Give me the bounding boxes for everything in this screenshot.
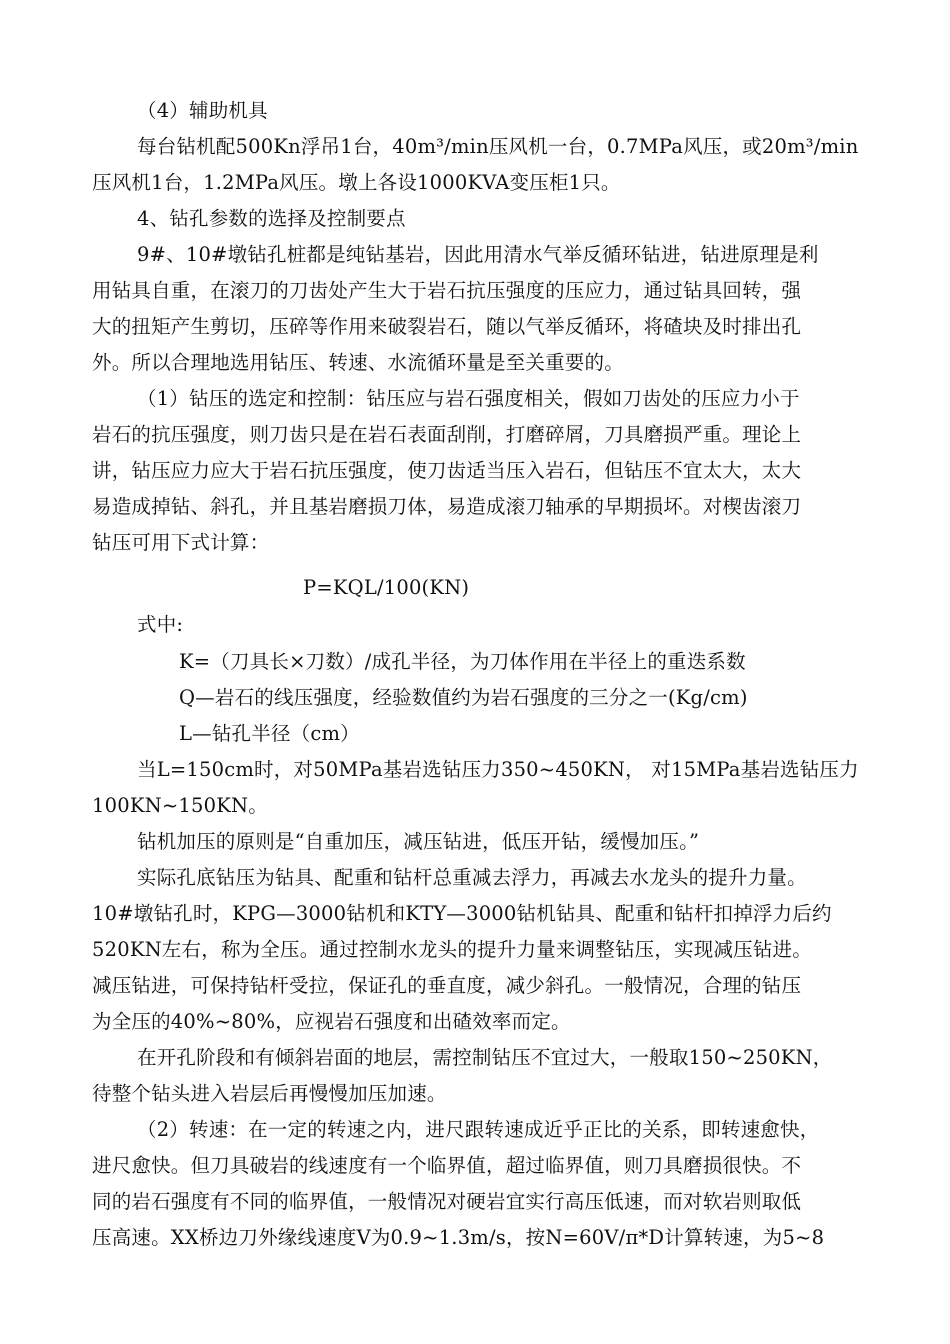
formula-definition-k: K=（刀具长×刀数）/成孔半径，为刀体作用在半径上的重迭系数 [179,650,746,673]
paragraph-line: 压高速。XX桥边刀外缘线速度V为0.9~1.3m/s，按N=60V/π*D计算转速，为5~8 [92,1226,825,1249]
paragraph-line: 外。所以合理地选用钻压、转速、水流循环量是至关重要的。 [92,351,624,374]
paragraph-line: （1）钻压的选定和控制：钻压应与岩石强度相关，假如刀齿处的压应力小于 [137,387,800,410]
paragraph-line: 在开孔阶段和有倾斜岩面的地层，需控制钻压不宜过大，一般取150~250KN， [137,1046,833,1069]
paragraph-line: 讲，钻压应力应大于岩石抗压强度，使刀齿适当压入岩石，但钻压不宜太大，太大 [92,459,802,482]
paragraph-line: 易造成掉钻、斜孔，并且基岩磨损刀体，易造成滚刀轴承的早期损坏。对楔齿滚刀 [92,495,802,518]
formula-where-label: 式中: [137,613,184,636]
paragraph-line: 用钻具自重，在滚刀的刀齿处产生大于岩石抗压强度的压应力，通过钻具回转，强 [92,279,802,302]
heading-drilling-parameters: 4、钻孔参数的选择及控制要点 [137,207,406,230]
paragraph-line: 当L=150cm时，对50MPa基岩选钻压力350~450KN， 对15MPa基岩选钻压力 [137,758,859,781]
paragraph-line: 减压钻进，可保持钻杆受拉，保证孔的垂直度，减少斜孔。一般情况，合理的钻压 [92,974,802,997]
paragraph-line: 钻压可用下式计算： [92,531,270,554]
paragraph-line: 岩石的抗压强度，则刀齿只是在岩石表面刮削，打磨碎屑，刀具磨损严重。理论上 [92,423,802,446]
formula-definition-q: Q—岩石的线压强度，经验数值约为岩石强度的三分之一(Kg/cm) [179,686,748,709]
paragraph-line: 每台钻机配500Kn浮吊1台，40m³/min压风机一台，0.7MPa风压，或20m³/min [137,135,859,158]
paragraph-line: 实际孔底钻压为钻具、配重和钻杆总重减去浮力，再减去水龙头的提升力量。 [137,866,807,889]
heading-auxiliary-equipment: （4）辅助机具 [137,99,268,122]
paragraph-line: 压风机1台，1.2MPa风压。墩上各设1000KVA变压柜1只。 [92,171,621,194]
paragraph-line: 为全压的40%~80%，应视岩石强度和出碴效率而定。 [92,1010,571,1033]
paragraph-line: 大的扭矩产生剪切，压碎等作用来破裂岩石，随以气举反循环，将碴块及时排出孔 [92,315,802,338]
paragraph-line: 100KN~150KN。 [92,794,268,817]
paragraph-line: 10#墩钻孔时，KPG—3000钻机和KTY—3000钻机钻具、配重和钻杆扣掉浮力后约 [92,902,832,925]
paragraph-line: 待整个钻头进入岩层后再慢慢加压加速。 [92,1082,447,1105]
paragraph-line: 进尺愈快。但刀具破岩的线速度有一个临界值，超过临界值，则刀具磨损很快。不 [92,1154,802,1177]
paragraph-line: （2）转速：在一定的转速之内，进尺跟转速成近乎正比的关系，即转速愈快， [137,1118,820,1141]
formula-definition-l: L—钻孔半径（cm） [179,722,360,745]
paragraph-line: 钻机加压的原则是“自重加压，减压钻进，低压开钻，缓慢加压。” [137,830,700,853]
formula: P=KQL/100(KN) [303,576,470,599]
paragraph-line: 9#、10#墩钻孔桩都是纯钻基岩，因此用清水气举反循环钻进，钻进原理是利 [137,243,819,266]
paragraph-line: 同的岩石强度有不同的临界值，一般情况对硬岩宜实行高压低速，而对软岩则取低 [92,1190,802,1213]
paragraph-line: 520KN左右，称为全压。通过控制水龙头的提升力量来调整钻压，实现减压钻进。 [92,938,812,961]
